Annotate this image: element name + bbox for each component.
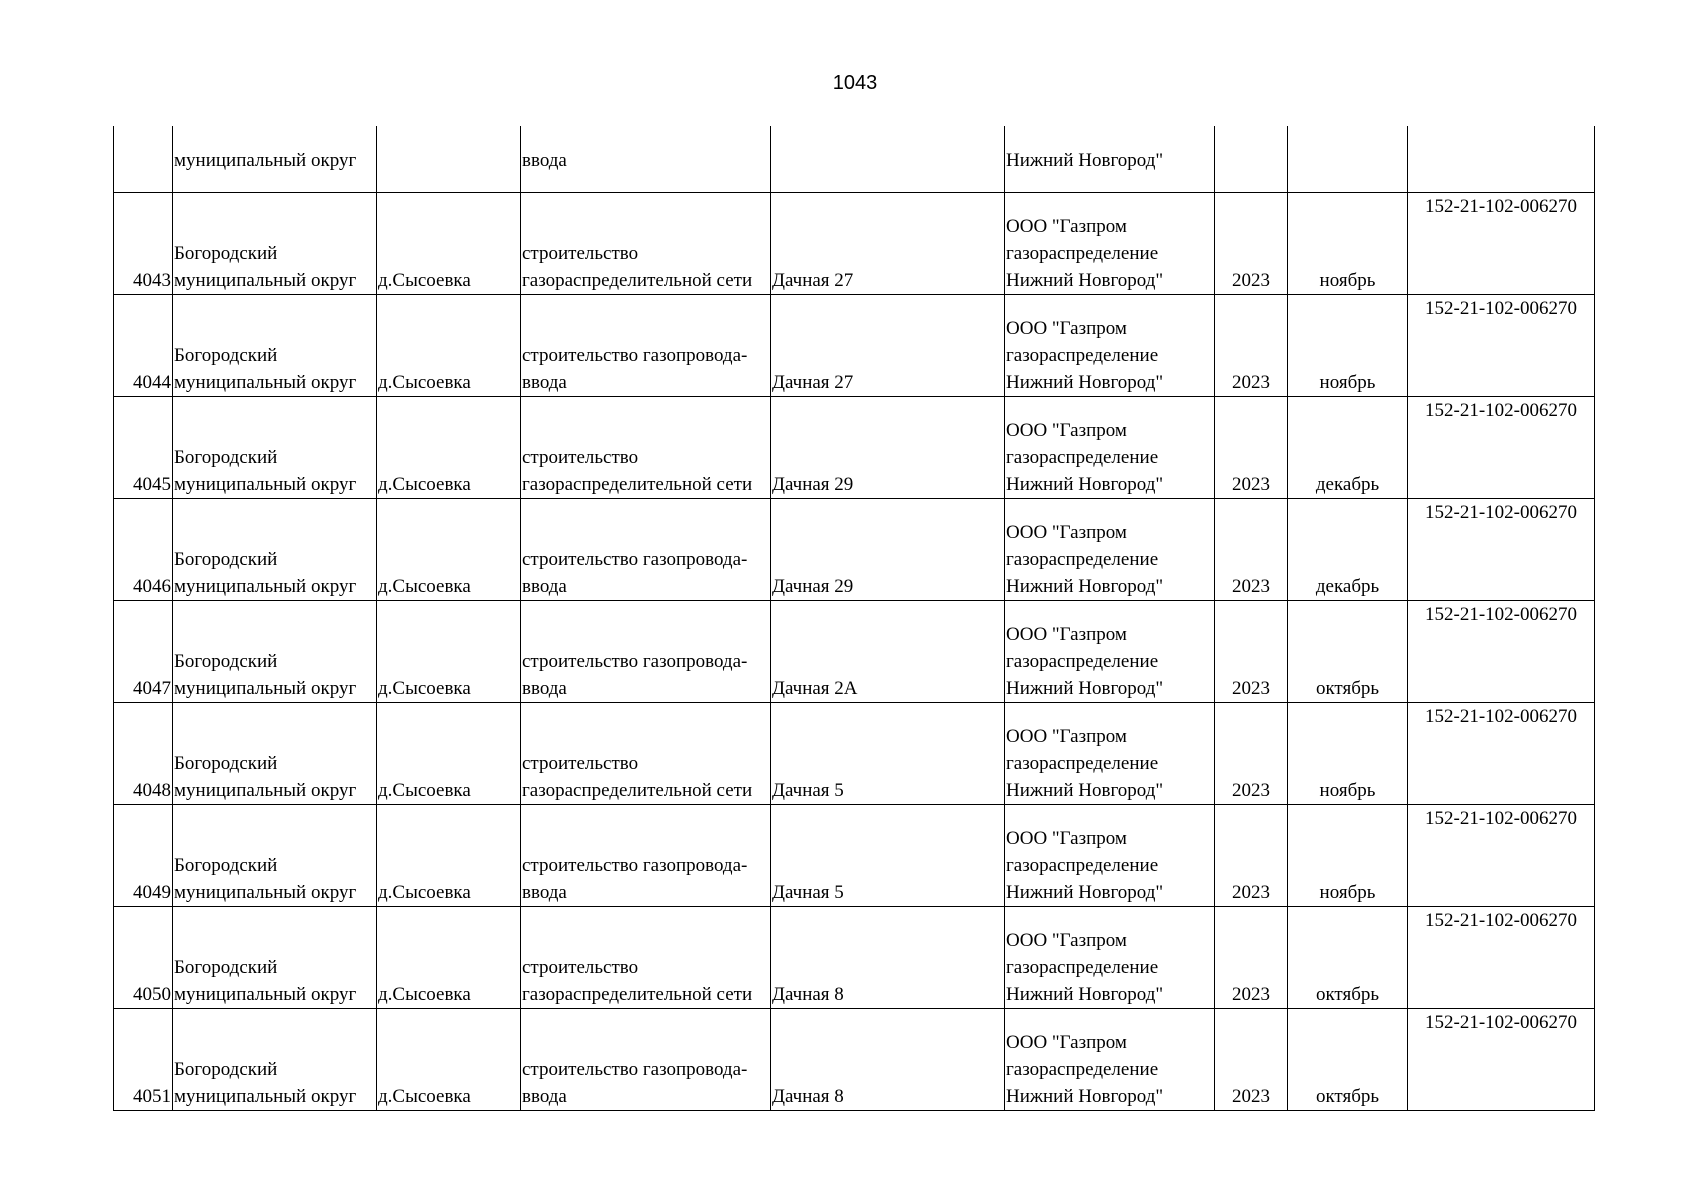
cell-org-line: газораспределение: [1006, 549, 1159, 570]
cell-org-line: ООО "Газпром: [1006, 930, 1127, 951]
cell-org: [1005, 499, 1215, 601]
cell-district: [173, 601, 377, 703]
cell-work: [521, 499, 771, 601]
cell-org-line: ООО "Газпром: [1006, 1032, 1127, 1053]
cell-org-line: Нижний Новгород": [1006, 270, 1164, 291]
cell-year: 2023: [1215, 397, 1288, 499]
cell-num: 4043: [114, 193, 173, 295]
cell-org-line: ООО "Газпром: [1006, 828, 1127, 849]
cell-org-line: Нижний Новгород": [1006, 984, 1164, 1005]
cell-work-line: ввода: [522, 678, 567, 699]
page-number: 1043: [832, 72, 878, 94]
table-row: [114, 499, 1595, 601]
cell-district-line: муниципальный округ: [174, 576, 357, 597]
cell-work: [521, 193, 771, 295]
cell-work: [521, 805, 771, 907]
cell-settlement: д.Сысоевка: [377, 193, 521, 295]
cell-year: [1215, 126, 1288, 193]
cell-code: 152-21-102-006270: [1408, 907, 1595, 1009]
table-row: [114, 1009, 1595, 1111]
cell-address: Дачная 8: [771, 1009, 1005, 1111]
cell-district-line: муниципальный округ: [174, 678, 357, 699]
cell-work-line: строительство: [522, 957, 639, 978]
cell-year: 2023: [1215, 907, 1288, 1009]
cell-district-line: Богородский: [174, 855, 278, 876]
cell-district: муниципальный округ: [173, 126, 377, 193]
cell-settlement: д.Сысоевка: [377, 805, 521, 907]
table-row: [114, 397, 1595, 499]
cell-year: 2023: [1215, 193, 1288, 295]
cell-org-line: Нижний Новгород": [1006, 882, 1164, 903]
cell-month: декабрь: [1288, 499, 1408, 601]
cell-org: [1005, 907, 1215, 1009]
cell-year: 2023: [1215, 499, 1288, 601]
cell-work-line: строительство газопровода-: [522, 651, 748, 672]
cell-settlement: [377, 126, 521, 193]
cell-district: [173, 907, 377, 1009]
cell-work: ввода: [521, 126, 771, 193]
cell-district-line: Богородский: [174, 651, 278, 672]
cell-address: Дачная 5: [771, 703, 1005, 805]
cell-org-line: газораспределение: [1006, 753, 1159, 774]
cell-district: [173, 703, 377, 805]
cell-address: Дачная 29: [771, 499, 1005, 601]
cell-settlement: д.Сысоевка: [377, 397, 521, 499]
cell-org-line: газораспределение: [1006, 447, 1159, 468]
cell-work: [521, 601, 771, 703]
cell-org-line: Нижний Новгород": [1006, 780, 1164, 801]
cell-settlement: д.Сысоевка: [377, 499, 521, 601]
cell-work-line: строительство газопровода-: [522, 855, 748, 876]
cell-work-line: ввода: [522, 576, 567, 597]
cell-work: [521, 397, 771, 499]
cell-settlement: д.Сысоевка: [377, 907, 521, 1009]
cell-work-line: строительство газопровода-: [522, 345, 748, 366]
cell-work-line: строительство газопровода-: [522, 549, 748, 570]
cell-org: [1005, 1009, 1215, 1111]
cell-org-line: Нижний Новгород": [1006, 576, 1164, 597]
cell-settlement: д.Сысоевка: [377, 703, 521, 805]
cell-org: [1005, 805, 1215, 907]
cell-address: Дачная 5: [771, 805, 1005, 907]
cell-address: Дачная 8: [771, 907, 1005, 1009]
gasification-register-table: [113, 126, 1595, 1111]
cell-year: 2023: [1215, 295, 1288, 397]
table-row-continued: [114, 126, 1595, 193]
cell-work-line: ввода: [522, 372, 567, 393]
cell-address: [771, 126, 1005, 193]
cell-org-line: Нижний Новгород": [1006, 372, 1164, 393]
cell-work-line: газораспределительной сети: [522, 474, 753, 495]
cell-address: Дачная 27: [771, 193, 1005, 295]
cell-code: 152-21-102-006270: [1408, 805, 1595, 907]
cell-work-line: строительство: [522, 753, 639, 774]
cell-district: [173, 805, 377, 907]
cell-org-line: газораспределение: [1006, 1059, 1159, 1080]
cell-org-line: Нижний Новгород": [1006, 678, 1164, 699]
cell-work-line: строительство: [522, 243, 639, 264]
cell-org-line: ООО "Газпром: [1006, 216, 1127, 237]
cell-org-line: газораспределение: [1006, 957, 1159, 978]
cell-district-line: Богородский: [174, 345, 278, 366]
cell-month: октябрь: [1288, 1009, 1408, 1111]
cell-month: октябрь: [1288, 907, 1408, 1009]
cell-district-line: Богородский: [174, 243, 278, 264]
cell-district: [173, 295, 377, 397]
cell-month: ноябрь: [1288, 193, 1408, 295]
cell-work-line: ввода: [522, 1086, 567, 1107]
cell-work-line: строительство: [522, 447, 639, 468]
cell-num: 4046: [114, 499, 173, 601]
cell-num: 4048: [114, 703, 173, 805]
cell-org-line: газораспределение: [1006, 651, 1159, 672]
cell-work: [521, 295, 771, 397]
cell-org-line: ООО "Газпром: [1006, 522, 1127, 543]
cell-org: [1005, 295, 1215, 397]
cell-month: ноябрь: [1288, 295, 1408, 397]
cell-settlement: д.Сысоевка: [377, 1009, 521, 1111]
cell-code: 152-21-102-006270: [1408, 703, 1595, 805]
cell-code: 152-21-102-006270: [1408, 601, 1595, 703]
cell-month: декабрь: [1288, 397, 1408, 499]
cell-district: [173, 397, 377, 499]
cell-year: 2023: [1215, 805, 1288, 907]
cell-month: [1288, 126, 1408, 193]
cell-org-line: ООО "Газпром: [1006, 420, 1127, 441]
cell-num: 4049: [114, 805, 173, 907]
cell-code: 152-21-102-006270: [1408, 1009, 1595, 1111]
cell-org: [1005, 397, 1215, 499]
cell-num: [114, 126, 173, 193]
cell-year: 2023: [1215, 601, 1288, 703]
cell-work-line: газораспределительной сети: [522, 270, 753, 291]
cell-org: Нижний Новгород": [1005, 126, 1215, 193]
table-body: [114, 126, 1595, 1111]
cell-num: 4051: [114, 1009, 173, 1111]
cell-month: октябрь: [1288, 601, 1408, 703]
cell-district: [173, 499, 377, 601]
cell-code: 152-21-102-006270: [1408, 193, 1595, 295]
cell-org-line: газораспределение: [1006, 855, 1159, 876]
cell-address: Дачная 29: [771, 397, 1005, 499]
cell-district-line: Богородский: [174, 447, 278, 468]
table-row: [114, 703, 1595, 805]
cell-code: [1408, 126, 1595, 193]
cell-settlement: д.Сысоевка: [377, 601, 521, 703]
cell-num: 4047: [114, 601, 173, 703]
cell-address: Дачная 27: [771, 295, 1005, 397]
cell-org-line: ООО "Газпром: [1006, 318, 1127, 339]
cell-org-line: ООО "Газпром: [1006, 624, 1127, 645]
cell-settlement: д.Сысоевка: [377, 295, 521, 397]
cell-district-line: муниципальный округ: [174, 780, 357, 801]
cell-district-line: Богородский: [174, 1059, 278, 1080]
cell-org: [1005, 193, 1215, 295]
cell-work: [521, 907, 771, 1009]
cell-year: 2023: [1215, 1009, 1288, 1111]
cell-org-line: Нижний Новгород": [1006, 1086, 1164, 1107]
cell-month: ноябрь: [1288, 703, 1408, 805]
cell-work-line: газораспределительной сети: [522, 984, 753, 1005]
cell-org: [1005, 703, 1215, 805]
cell-month: ноябрь: [1288, 805, 1408, 907]
table-row: [114, 805, 1595, 907]
cell-code: 152-21-102-006270: [1408, 295, 1595, 397]
table-row: [114, 907, 1595, 1009]
cell-code: 152-21-102-006270: [1408, 397, 1595, 499]
cell-year: 2023: [1215, 703, 1288, 805]
cell-work: [521, 703, 771, 805]
cell-org-line: ООО "Газпром: [1006, 726, 1127, 747]
cell-org: [1005, 601, 1215, 703]
cell-work-line: газораспределительной сети: [522, 780, 753, 801]
cell-district-line: Богородский: [174, 753, 278, 774]
cell-work-line: строительство газопровода-: [522, 1059, 748, 1080]
cell-district-line: муниципальный округ: [174, 474, 357, 495]
cell-work: [521, 1009, 771, 1111]
table-row: [114, 193, 1595, 295]
cell-org-line: газораспределение: [1006, 243, 1159, 264]
cell-org-line: Нижний Новгород": [1006, 474, 1164, 495]
cell-district: [173, 1009, 377, 1111]
cell-district-line: муниципальный округ: [174, 270, 357, 291]
cell-district-line: муниципальный округ: [174, 984, 357, 1005]
cell-address: Дачная 2А: [771, 601, 1005, 703]
cell-code: 152-21-102-006270: [1408, 499, 1595, 601]
cell-district: [173, 193, 377, 295]
cell-num: 4045: [114, 397, 173, 499]
cell-district-line: Богородский: [174, 957, 278, 978]
cell-district-line: Богородский: [174, 549, 278, 570]
cell-num: 4044: [114, 295, 173, 397]
cell-org-line: газораспределение: [1006, 345, 1159, 366]
table-row: [114, 601, 1595, 703]
cell-work-line: ввода: [522, 882, 567, 903]
cell-district-line: муниципальный округ: [174, 372, 357, 393]
cell-district-line: муниципальный округ: [174, 882, 357, 903]
cell-district-line: муниципальный округ: [174, 1086, 357, 1107]
cell-num: 4050: [114, 907, 173, 1009]
table-row: [114, 295, 1595, 397]
